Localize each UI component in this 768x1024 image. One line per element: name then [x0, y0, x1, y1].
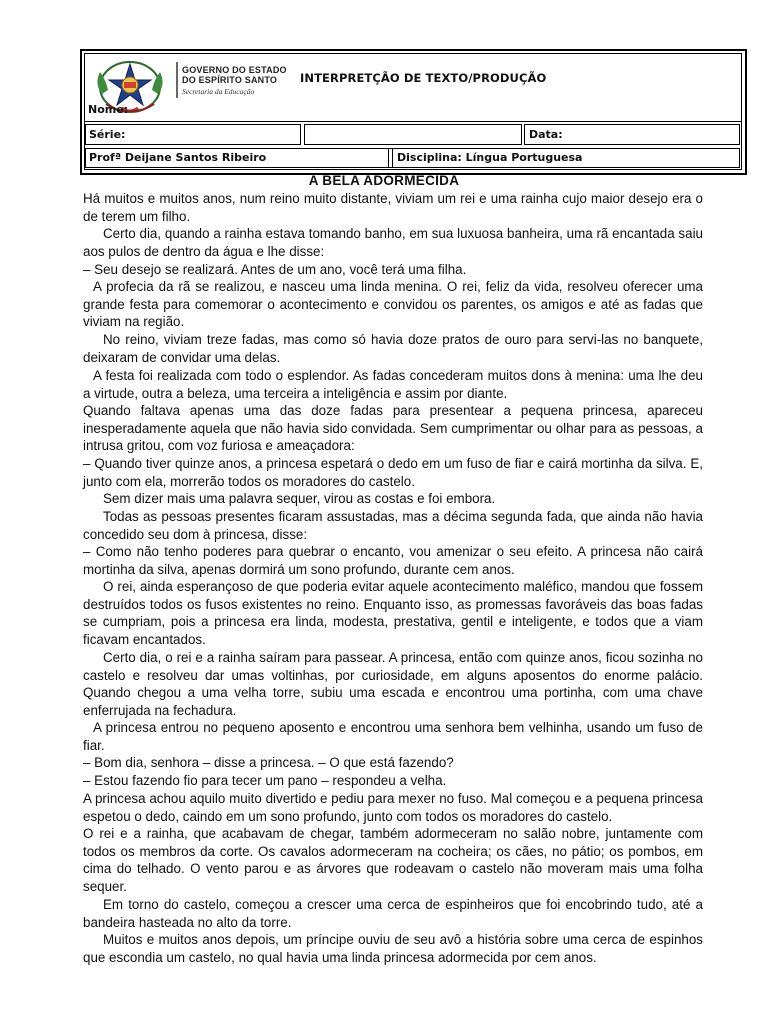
story-paragraph: – Como não tenho poderes para quebrar o encanto, vou amenizar o seu efeito. A princesa não cairá mortinha da silva, apenas dormirá um sono profundo, durante cem anos.	[83, 544, 703, 577]
story-paragraph: – Estou fazendo fio para tecer um pano – respondeu a velha.	[83, 773, 447, 788]
story-paragraph: – Bom dia, senhora – disse a princesa. – O que está fazendo?	[83, 755, 454, 770]
story-paragraph: Há muitos e muitos anos, num reino muito distante, viviam um rei e uma rainha cujo maior desejo era o de terem um filho.	[83, 191, 703, 224]
serie-label: Série:	[89, 128, 126, 141]
story-paragraph: Muitos e muitos anos depois, um príncipe ouviu de seu avô a história sobre uma cerca de espinhos que escondia um castelo, no qual havia uma linda princesa adormecida por cem anos.	[83, 932, 703, 965]
story-title: A BELA ADORMECIDA	[308, 173, 460, 188]
story-paragraph: – Seu desejo se realizará. Antes de um ano, você terá uma filha.	[83, 262, 467, 277]
logo-separator	[176, 62, 178, 98]
prof-label: Profª Deijane Santos Ribeiro	[89, 151, 267, 164]
gov-name-line1: GOVERNO DO ESTADO	[182, 65, 287, 75]
gov-secretaria: Secretaria da Educação	[182, 87, 255, 96]
story-paragraph: Quando faltava apenas uma das doze fadas para presentear a pequena princesa, apareceu inesperadamente aquela que não havia sido convidada. Sem cumprimentar ou olhar para as pessoas, a intrusa gritou, com voz furiosa e ameaçadora:	[83, 403, 703, 454]
story-paragraph: Em torno do castelo, começou a crescer uma cerca de espinheiros que foi encobrindo tudo, até a bandeira hasteada no alto da torre.	[83, 897, 703, 930]
row-divider-double	[392, 148, 393, 168]
story-paragraph: A profecia da rã se realizou, e nasceu uma linda menina. O rei, feliz da vida, resolveu oferecer uma grande festa para comemorar o acontecimento e convidou os parentes, os amigos e até as fadas que viviam na região.	[83, 279, 703, 330]
nome-label: Nome:	[88, 103, 129, 116]
story-paragraph: Todas as pessoas presentes ficaram assustadas, mas a décima segunda fada, que ainda não havia concedido seu dom à princesa, disse:	[83, 509, 703, 542]
story-paragraph: Certo dia, quando a rainha estava tomando banho, em sua luxuosa banheira, uma rã encantada saiu aos pulos de dentro da água e lhe disse:	[83, 226, 703, 259]
blank-field[interactable]	[304, 124, 522, 145]
gov-name-line2: DO ESPÍRITO SANTO	[182, 75, 278, 85]
story-paragraph: No reino, viviam treze fadas, mas como só havia doze pratos de ouro para servi-las no banquete, deixaram de convidar uma delas.	[83, 332, 703, 365]
story-paragraph: O rei e a rainha, que acabavam de chegar, também adormeceram no salão nobre, juntamente com todos os membros da corte. Os cavalos adormeceram na cocheira; os cães, no pátio; os pombos, em cima do telhado. O vento parou e as árvores que rodeavam o castelo não moveram mais uma folha sequer.	[83, 826, 703, 895]
story-paragraph: A princesa achou aquilo muito divertido e pediu para mexer no fuso. Mal começou e a pequena princesa espetou o dedo, caindo em um sono profundo, junto com todos os moradores do castelo.	[83, 791, 703, 824]
story-paragraph: A princesa entrou no pequeno aposento e encontrou uma senhora bem velhinha, usando um fuso de fiar.	[83, 720, 703, 753]
story-paragraph: Certo dia, o rei e a rainha saíram para passear. A princesa, então com quinze anos, ficou sozinha no castelo e resolveu dar umas voltinhas, por curiosidade, em alguns aposentos do enorme palácio. Quando chegou a uma velha torre, subiu uma escada e encontrou uma portinha, com uma chave enferrujada na fechadura.	[83, 650, 703, 719]
row-divider	[388, 148, 389, 168]
page-title: INTERPRETÇÃO DE TEXTO/PRODUÇÃO	[300, 71, 547, 85]
story-paragraph: A festa foi realizada com todo o esplendor. As fadas concederam muitos dons à menina: uma lhe deu a virtude, outra a beleza, uma terceira a inteligência e assim por diante.	[83, 368, 703, 401]
story-paragraph: O rei, ainda esperançoso de que poderia evitar aquele acontecimento maléfico, mandou que fossem destruídos todos os fusos existentes no reino. Enquanto isso, as promessas favoráveis das boas fadas se cumpriam, pois a princesa era linda, modesta, prestativa, gentil e inteligente, e todos que a viam ficavam encantados.	[83, 579, 703, 648]
story-paragraph: – Quando tiver quinze anos, a princesa espetará o dedo em um fuso de fiar e cairá mortinha da silva. E, junto com ela, morrerão todos os moradores do castelo.	[83, 456, 703, 489]
data-label: Data:	[529, 128, 563, 141]
disciplina-label: Disciplina: Língua Portuguesa	[397, 151, 583, 164]
story-paragraph: Sem dizer mais uma palavra sequer, virou as costas e foi embora.	[103, 491, 496, 506]
